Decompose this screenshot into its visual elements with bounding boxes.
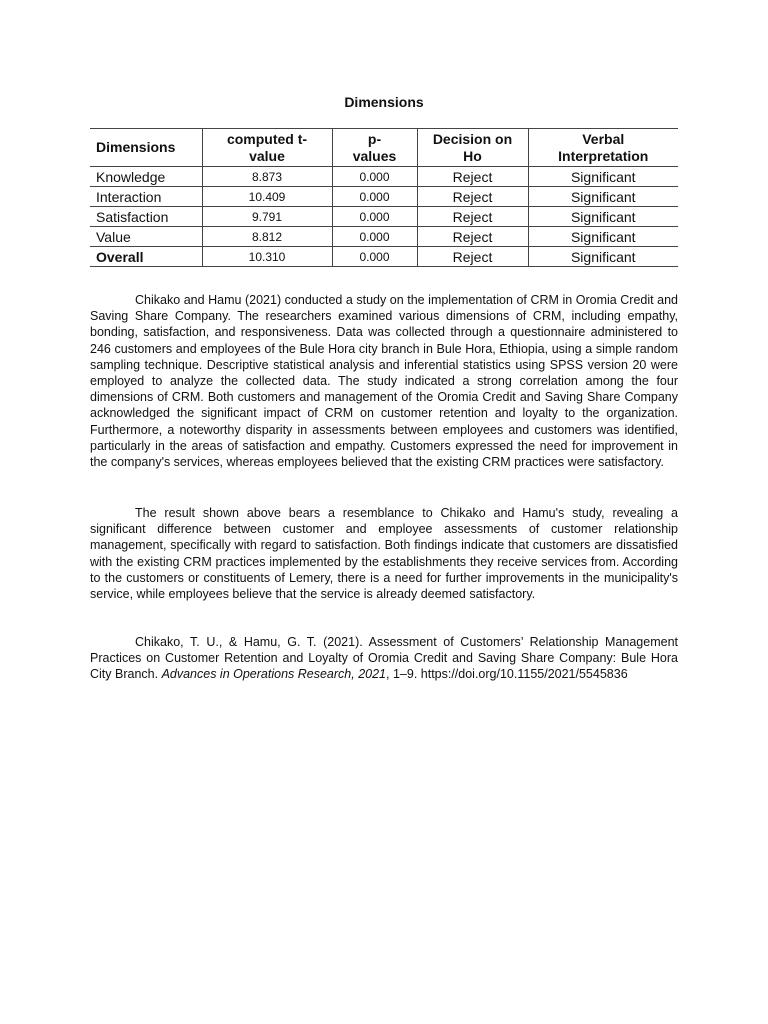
table-title: Dimensions [344,94,424,110]
row-t-value: 8.812 [202,227,332,247]
header-line: Verbal [582,130,625,147]
row-p-value: 0.000 [332,247,417,267]
row-p-value: 0.000 [332,207,417,227]
reference-citation [90,634,678,683]
header-line: computed t- [226,130,308,147]
table-header-row [90,129,678,167]
row-interpretation: Significant [528,247,678,267]
row-t-value: 8.873 [202,167,332,187]
header-line: Ho [463,147,482,164]
header-line: Decision on [432,130,513,147]
paragraph-chikako-hamu-study [90,292,678,470]
row-interpretation: Significant [528,187,678,207]
header-line: p- [367,130,382,147]
row-t-value: 10.409 [202,187,332,207]
row-dimension: Overall [90,247,202,267]
row-decision: Reject [417,187,528,207]
paragraph-text: Chikako and Hamu (2021) conducted a study on the implementation of CRM in Oromia Credit and Saving Share Company. The researchers examined various dimensions of CRM, including empathy, bonding, satisfaction, and responsiveness. Data was collected through a questionnaire administered to 246 customers and employees of the Bule Hora city branch in Bule Hora, Ethiopia, using a simple random sampling technique. Descriptive statistical analysis and inferential statistics using SPSS version 20 were employed to analyze the collected data. The study indicated a strong correlation among the four dimensions of CRM. Both customers and management of the Oromia Credit and Saving Share Company acknowledged the significant impact of CRM on customer retention and loyalty to the organization. Furthermore, a noteworthy disparity in assessments between employees and customers was identified, particularly in the areas of satisfaction and empathy. Customers expressed the need for improvement in the company's services, whereas employees believed that the existing CRM practices were satisfactory. [90,293,678,470]
paragraph-text: The result shown above bears a resemblance to Chikako and Hamu's study, revealing a significant difference between customer and employee assessments of customer relationship management, specifically with regard to satisfaction. Both findings indicate that customers are dissatisfied with the existing CRM practices implemented by the establishments they receive services from. According to the customers or constituents of Lemery, there is a need for further improvements in the municipality's service, while employees believe that the service is already deemed satisfactory. [90,506,678,602]
reference-journal: Advances in Operations Research, 2021 [161,667,387,682]
reference-pages-doi: , 1–9. https://doi.org/10.1155/2021/5545836 [386,667,628,682]
row-decision: Reject [417,167,528,187]
table-row [90,187,678,207]
reference-text [90,634,678,683]
header-p-values [332,129,417,167]
table-row [90,227,678,247]
row-decision: Reject [417,227,528,247]
table-row-overall [90,247,678,267]
reference-authors-title: Chikako, T. U., & Hamu, G. T. (2021). Assessment of Customers’ Relationship Management Practices on Customer Retention and Loyalty of Oromia Credit and Saving Share Company: Bule Hora City Branch. [90,635,678,682]
row-t-value: 9.791 [202,207,332,227]
row-decision: Reject [417,207,528,227]
table-row [90,167,678,187]
header-computed-t-value [202,129,332,167]
row-dimension: Interaction [90,187,202,207]
row-p-value: 0.000 [332,187,417,207]
header-line: value [249,147,285,164]
header-dimensions: Dimensions [90,129,202,167]
header-verbal-interpretation [528,129,678,167]
row-interpretation: Significant [528,227,678,247]
table-row [90,207,678,227]
dimensions-table [90,128,678,267]
row-interpretation: Significant [528,207,678,227]
header-line: Interpretation [558,147,649,164]
row-t-value: 10.310 [202,247,332,267]
row-interpretation: Significant [528,167,678,187]
row-p-value: 0.000 [332,167,417,187]
row-p-value: 0.000 [332,227,417,247]
row-dimension: Value [90,227,202,247]
paragraph-result-comparison [90,505,678,602]
header-decision-on-ho [417,129,528,167]
row-dimension: Knowledge [90,167,202,187]
header-line: values [352,147,397,164]
row-decision: Reject [417,247,528,267]
row-dimension: Satisfaction [90,207,202,227]
